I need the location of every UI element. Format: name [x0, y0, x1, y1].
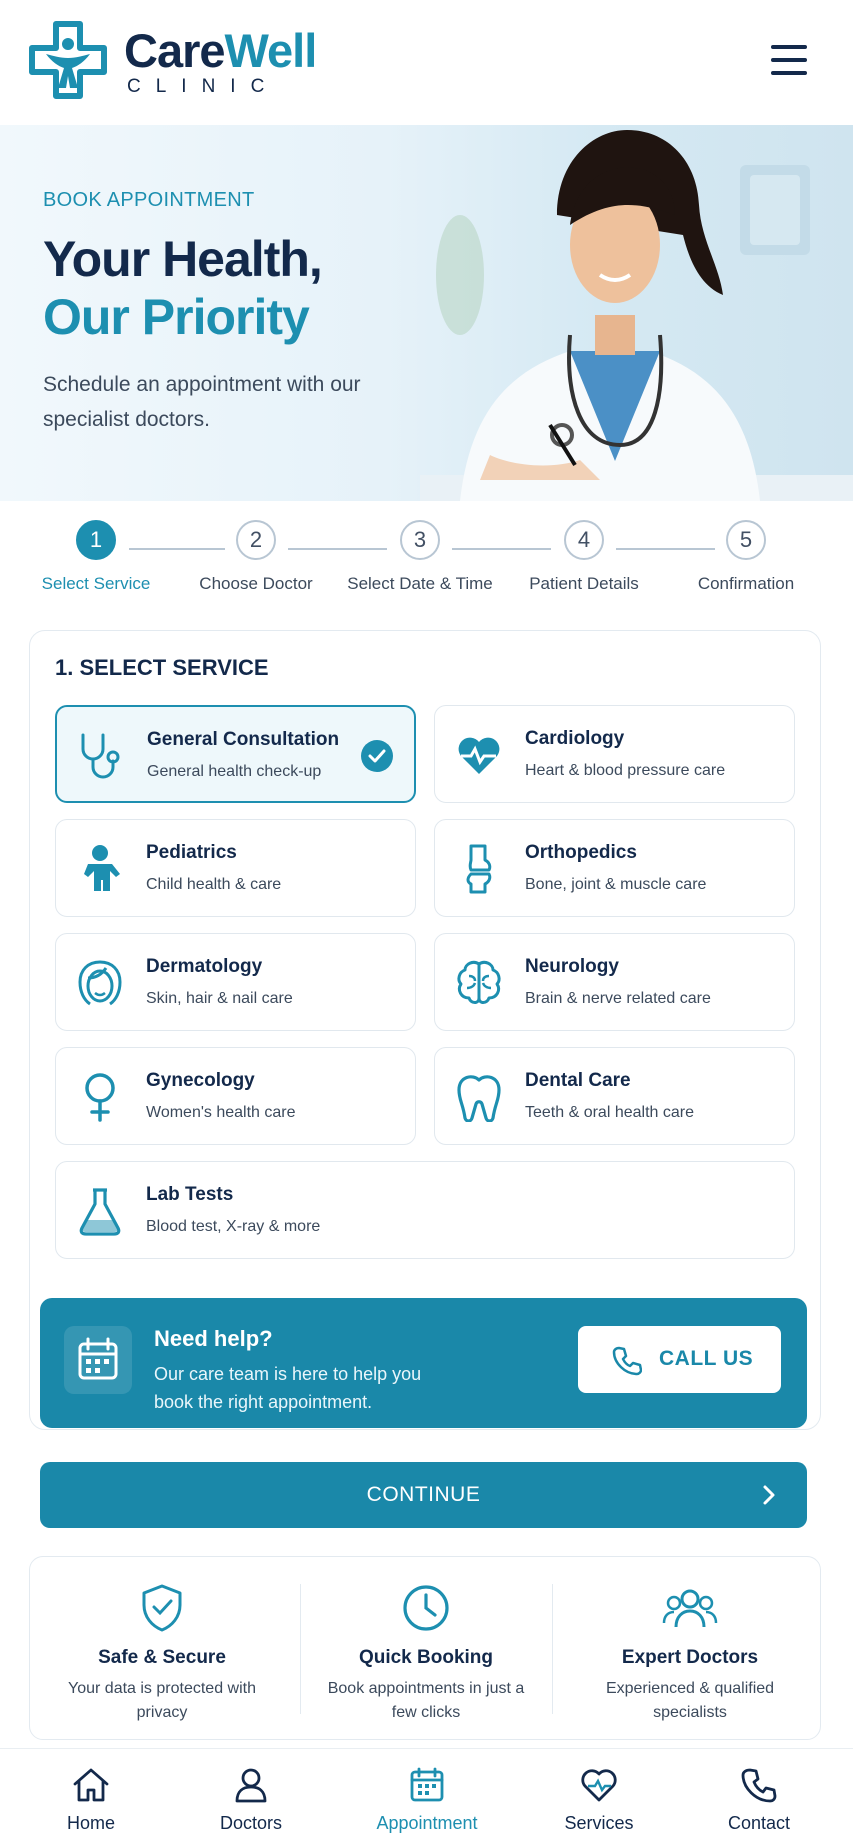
child-icon [76, 844, 124, 894]
service-name: General Consultation [147, 729, 340, 750]
tab-label: Doctors [219, 1813, 282, 1833]
help-banner [40, 1298, 807, 1428]
female-symbol-icon [76, 1072, 124, 1122]
tab-services[interactable] [514, 1749, 684, 1844]
service-desc: General health check-up [147, 763, 322, 780]
feature-title: Expert Doctors [621, 1647, 759, 1668]
phone-icon [741, 1767, 777, 1803]
step-confirmation[interactable] [666, 520, 826, 594]
brand-name-part2: Well [224, 24, 317, 77]
bone-joint-icon [455, 844, 503, 894]
service-name: Cardiology [525, 728, 625, 749]
calendar-icon [409, 1767, 445, 1803]
call-us-button[interactable] [578, 1326, 781, 1393]
feature-desc: Your data is protected with privacy [68, 1680, 256, 1721]
service-desc: Teeth & oral health care [525, 1104, 694, 1121]
feature-expert-doctors [558, 1557, 822, 1741]
service-cardiology[interactable] [434, 705, 795, 803]
feature-title: Quick Booking [358, 1647, 494, 1668]
service-lab-tests[interactable] [55, 1161, 795, 1259]
tab-label: Contact [727, 1813, 791, 1833]
booking-stepper [0, 520, 853, 610]
step-number: 1 [76, 520, 116, 560]
help-title: Need help? [154, 1326, 273, 1351]
continue-button[interactable] [40, 1462, 807, 1528]
feature-divider [552, 1584, 553, 1714]
bottom-tab-bar [0, 1748, 853, 1844]
service-desc: Heart & blood pressure care [525, 762, 726, 779]
step-select-date-time[interactable] [340, 520, 500, 594]
stethoscope-icon [77, 731, 125, 781]
feature-quick-booking [294, 1557, 558, 1741]
service-name: Neurology [525, 956, 619, 977]
phone-icon [612, 1346, 642, 1376]
step-select-service[interactable] [16, 520, 176, 594]
app-header [0, 0, 853, 125]
step-patient-details[interactable] [504, 520, 664, 594]
service-general-consultation[interactable] [55, 705, 416, 803]
tab-doctors[interactable] [166, 1749, 336, 1844]
help-text: Our care team is here to help you book the right appointment. [154, 1364, 422, 1412]
step-label: Select Date & Time [347, 574, 493, 593]
service-gynecology[interactable] [55, 1047, 416, 1145]
service-name: Pediatrics [146, 842, 237, 863]
service-name: Dental Care [525, 1070, 631, 1091]
clock-icon [401, 1583, 451, 1633]
hero-banner [0, 125, 853, 501]
tab-home[interactable] [6, 1749, 176, 1844]
feature-desc: Experienced & qualified specialists [605, 1680, 775, 1721]
service-orthopedics[interactable] [434, 819, 795, 917]
service-neurology[interactable] [434, 933, 795, 1031]
hero-title-line2: Our Priority [43, 289, 309, 345]
step-number: 2 [236, 520, 276, 560]
calendar-icon [64, 1326, 132, 1394]
service-desc: Child health & care [146, 876, 282, 893]
step-number: 5 [726, 520, 766, 560]
service-dermatology[interactable] [55, 933, 416, 1031]
hero-kicker: BOOK APPOINTMENT [43, 189, 255, 211]
shield-check-icon [139, 1583, 185, 1633]
service-pediatrics[interactable] [55, 819, 416, 917]
service-desc: Bone, joint & muscle care [525, 876, 707, 893]
tab-label: Home [66, 1813, 115, 1833]
check-icon [360, 739, 394, 773]
feature-title: Safe & Secure [98, 1647, 226, 1668]
features-panel [29, 1556, 821, 1740]
feature-divider [300, 1584, 301, 1714]
doctor-writing-photo [420, 125, 853, 501]
tooth-icon [455, 1072, 503, 1122]
feature-desc: Book appointments in just a few clicks [327, 1680, 525, 1721]
step-label: Confirmation [697, 574, 795, 593]
tab-label: Services [564, 1813, 634, 1833]
face-icon [76, 958, 124, 1008]
select-service-title: 1. SELECT SERVICE [55, 655, 269, 680]
heart-pulse-icon [455, 730, 503, 780]
doctors-group-icon [662, 1583, 718, 1633]
service-dental-care[interactable] [434, 1047, 795, 1145]
chevron-right-icon [761, 1484, 777, 1506]
call-us-label: CALL US [659, 1347, 754, 1370]
continue-label: CONTINUE [366, 1483, 481, 1506]
heart-pulse-icon [580, 1767, 618, 1803]
step-choose-doctor[interactable] [176, 520, 336, 594]
tab-contact[interactable] [674, 1749, 844, 1844]
tab-appointment[interactable] [342, 1749, 512, 1844]
step-label: Select Service [41, 574, 151, 593]
service-name: Lab Tests [146, 1184, 234, 1205]
step-number: 3 [400, 520, 440, 560]
user-icon [233, 1767, 269, 1803]
brain-icon [455, 958, 503, 1008]
service-name: Gynecology [146, 1070, 255, 1091]
hero-subtitle: Schedule an appointment with our specialist doctors. [43, 373, 361, 431]
hamburger-icon[interactable] [766, 40, 812, 80]
service-desc: Blood test, X-ray & more [146, 1218, 321, 1235]
step-label: Patient Details [529, 574, 639, 593]
hero-title-line1: Your Health, [43, 231, 322, 287]
service-desc: Brain & nerve related care [525, 990, 711, 1007]
service-name: Dermatology [146, 956, 263, 977]
service-name: Orthopedics [525, 842, 637, 863]
brand-subtitle: CLINIC [127, 76, 280, 97]
step-number: 4 [564, 520, 604, 560]
flask-icon [76, 1186, 124, 1236]
service-desc: Skin, hair & nail care [146, 990, 293, 1007]
home-icon [72, 1767, 110, 1803]
medical-cross-person-icon [28, 20, 108, 100]
step-label: Choose Doctor [199, 574, 313, 593]
feature-safe-secure [30, 1557, 294, 1741]
brand-name [124, 26, 316, 76]
tab-label: Appointment [376, 1813, 478, 1833]
brand-name-part1: Care [124, 24, 225, 77]
service-desc: Women's health care [146, 1104, 296, 1121]
